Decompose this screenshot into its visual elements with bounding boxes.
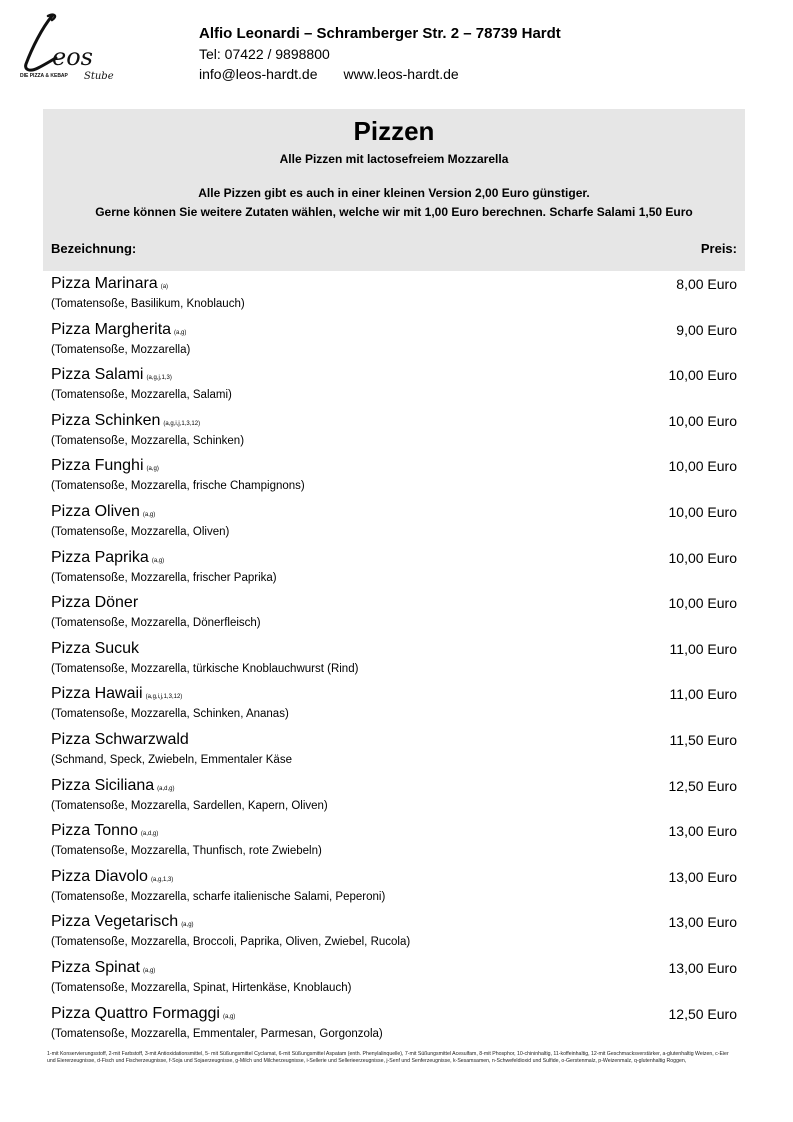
- item-description: (Tomatensoße, Mozzarella, Dönerfleisch): [51, 617, 261, 630]
- item-name: Pizza Spinat: [51, 958, 140, 976]
- item-description: (Tomatensoße, Mozzarella, Spinat, Hirtenkäse, Knoblauch): [51, 981, 352, 994]
- item-description: (Tomatensoße, Mozzarella, frischer Paprika): [51, 571, 277, 584]
- allergen-codes: (a,g): [142, 967, 156, 974]
- menu-item: [51, 866, 737, 912]
- phone: Tel: 07422 / 9898800: [199, 46, 330, 62]
- item-description: (Tomatensoße, Mozzarella, Oliven): [51, 525, 230, 538]
- page-title: Pizzen: [353, 116, 435, 146]
- svg-text:eos: eos: [52, 43, 93, 71]
- item-name: Pizza Marinara: [51, 275, 158, 292]
- item-description: (Tomatensoße, Mozzarella, scharfe italienische Salami, Peperoni): [51, 890, 386, 903]
- item-name: Pizza Funghi: [51, 457, 144, 475]
- pizza-list: [51, 273, 737, 1048]
- item-description: (Tomatensoße, Mozzarella, Schinken): [51, 434, 245, 447]
- item-name: Pizza Diavolo: [51, 867, 148, 885]
- menu-item: [51, 911, 737, 957]
- column-price-header: Preis:: [700, 241, 737, 256]
- item-price: 10,00 Euro: [668, 595, 737, 612]
- item-name: Pizza Vegetarisch: [51, 913, 179, 931]
- item-price: 10,00 Euro: [668, 412, 737, 429]
- menu-item: [51, 775, 737, 821]
- item-name: Pizza Quattro Formaggi: [51, 1004, 220, 1022]
- item-price: 8,00 Euro: [676, 276, 737, 292]
- item-price: 12,50 Euro: [668, 777, 737, 794]
- menu-item: [51, 410, 737, 456]
- item-name: Pizza Oliven: [51, 502, 140, 520]
- leos-logo: [12, 10, 114, 84]
- menu-item: [51, 364, 737, 410]
- menu-item: [51, 319, 737, 365]
- extras-note: Gerne können Sie weitere Zutaten wählen, welche wir mit 1,00 Euro berechnen. Scharfe Salami 1,50 Euro: [95, 205, 693, 219]
- column-name-header: Bezeichnung:: [51, 241, 137, 256]
- contact-block: [199, 24, 561, 84]
- menu-item: [51, 592, 737, 638]
- address: Alfio Leonardi – Schramberger Str. 2 – 78739 Hardt: [199, 25, 561, 42]
- item-description: (Schmand, Speck, Zwiebeln, Emmentaler Käse: [51, 753, 292, 766]
- menu-item: [51, 638, 737, 684]
- allergen-legend: 1-mit Konservierungsstoff, 2-mit Farbstoff, 3-mit Antioxidationsmittel, 5- mit Süßungsmittel Cyclamat, 6-mit Süßungsmittel Aspatam (enth. Phenylalinquelle), 7-mit Süßungsmittel Acesulfam, 8-mit Phosphor, 10-chininhaltig, 11-koffeinhaltig, 12-mit Geschmacksverstärker, a-glutenhaltig Weizen, c-Eier und Eiererzeugnisse, d-Fisch und Fischerzeugnisse, f-Soja und Sojaerzeugnisse, g-Milch und Milcherzeugnisse, i-Sellerie und Sellerieerzeugnisse, j-Senf und Senferzeugnisse, k-Sesamsamen, n-Schwefeldioxid und Sulfide, o-Gerstenmalz, p-Weizenmalz, q-glutenhaltig Roggen,: [47, 1051, 729, 1064]
- item-price: 11,50 Euro: [669, 731, 737, 748]
- item-name: Pizza Paprika: [51, 548, 149, 566]
- item-description: (Tomatensoße, Mozzarella, Thunfisch, rote Zwiebeln): [51, 845, 322, 858]
- item-price: 10,00 Euro: [668, 367, 737, 384]
- svg-text:Stube: Stube: [84, 71, 114, 82]
- allergen-codes: (a,g): [146, 466, 159, 473]
- item-name: Pizza Tonno: [51, 822, 138, 840]
- item-price: 9,00 Euro: [676, 321, 737, 338]
- item-price: 13,00 Euro: [668, 868, 737, 885]
- allergen-codes: (a,g): [181, 922, 194, 929]
- item-name: Pizza Margherita: [51, 320, 172, 338]
- item-name: Pizza Schinken: [51, 411, 161, 429]
- item-name: Pizza Hawaii: [51, 685, 143, 703]
- svg-text:DIE PIZZA & KEBAP: DIE PIZZA & KEBAP: [20, 73, 68, 79]
- allergen-codes: (a,g,1,3): [150, 876, 174, 883]
- allergen-codes: (a,d,g): [140, 831, 159, 838]
- subtitle: Alle Pizzen mit lactosefreiem Mozzarella: [279, 152, 509, 166]
- item-price: 13,00 Euro: [668, 823, 737, 840]
- item-description: (Tomatensoße, Mozzarella): [51, 343, 191, 356]
- item-description: (Tomatensoße, Mozzarella, frische Champignons): [51, 480, 305, 493]
- allergen-codes: (a,g): [151, 557, 165, 564]
- website-link[interactable]: www.leos-hardt.de: [343, 66, 459, 82]
- menu-header: [43, 109, 745, 271]
- allergen-codes: (a,g): [142, 511, 156, 518]
- item-name: Pizza Döner: [51, 594, 139, 612]
- allergen-codes: (a,g): [222, 1013, 236, 1020]
- item-name: Pizza Sucuk: [51, 639, 140, 657]
- item-description: (Tomatensoße, Mozzarella, Broccoli, Paprika, Oliven, Zwiebel, Rucola): [51, 936, 411, 949]
- menu-item: [51, 729, 737, 775]
- allergen-codes: (a,g,i,j,1,3,12): [145, 694, 183, 701]
- item-price: 10,00 Euro: [668, 458, 737, 475]
- small-version-note: Alle Pizzen gibt es auch in einer kleinen Version 2,00 Euro günstiger.: [198, 186, 590, 200]
- menu-item: [51, 547, 737, 593]
- menu-item: [51, 683, 737, 729]
- menu-item: [51, 273, 737, 319]
- item-name: Pizza Schwarzwald: [51, 730, 189, 748]
- allergen-codes: (a): [160, 284, 169, 290]
- item-description: (Tomatensoße, Mozzarella, Schinken, Ananas): [51, 708, 289, 721]
- menu-item: [51, 1003, 737, 1049]
- menu-item: [51, 957, 737, 1003]
- item-price: 10,00 Euro: [668, 549, 737, 566]
- menu-item: [51, 501, 737, 547]
- item-price: 11,00 Euro: [669, 640, 737, 657]
- item-description: (Tomatensoße, Mozzarella, türkische Knoblauchwurst (Rind): [51, 662, 359, 675]
- item-name: Pizza Siciliana: [51, 776, 155, 794]
- item-price: 10,00 Euro: [668, 503, 737, 520]
- item-description: (Tomatensoße, Mozzarella, Sardellen, Kapern, Oliven): [51, 799, 328, 812]
- item-description: (Tomatensoße, Basilikum, Knoblauch): [51, 298, 245, 310]
- allergen-codes: (a,g,i,j,1,3,12): [163, 420, 201, 427]
- item-description: (Tomatensoße, Mozzarella, Salami): [51, 389, 232, 402]
- item-name: Pizza Salami: [51, 366, 144, 384]
- item-price: 13,00 Euro: [668, 959, 737, 976]
- item-price: 11,00 Euro: [669, 686, 737, 703]
- item-price: 13,00 Euro: [668, 914, 737, 931]
- price-notes: [43, 184, 745, 222]
- allergen-codes: (a,g): [174, 329, 187, 336]
- menu-item: [51, 455, 737, 501]
- allergen-codes: (a,g,j,1,3): [146, 375, 172, 382]
- email-link[interactable]: info@leos-hardt.de: [199, 66, 318, 82]
- item-price: 12,50 Euro: [668, 1005, 737, 1022]
- menu-item: [51, 820, 737, 866]
- item-description: (Tomatensoße, Mozzarella, Emmentaler, Parmesan, Gorgonzola): [51, 1027, 383, 1040]
- allergen-codes: (a,d,g): [157, 785, 175, 792]
